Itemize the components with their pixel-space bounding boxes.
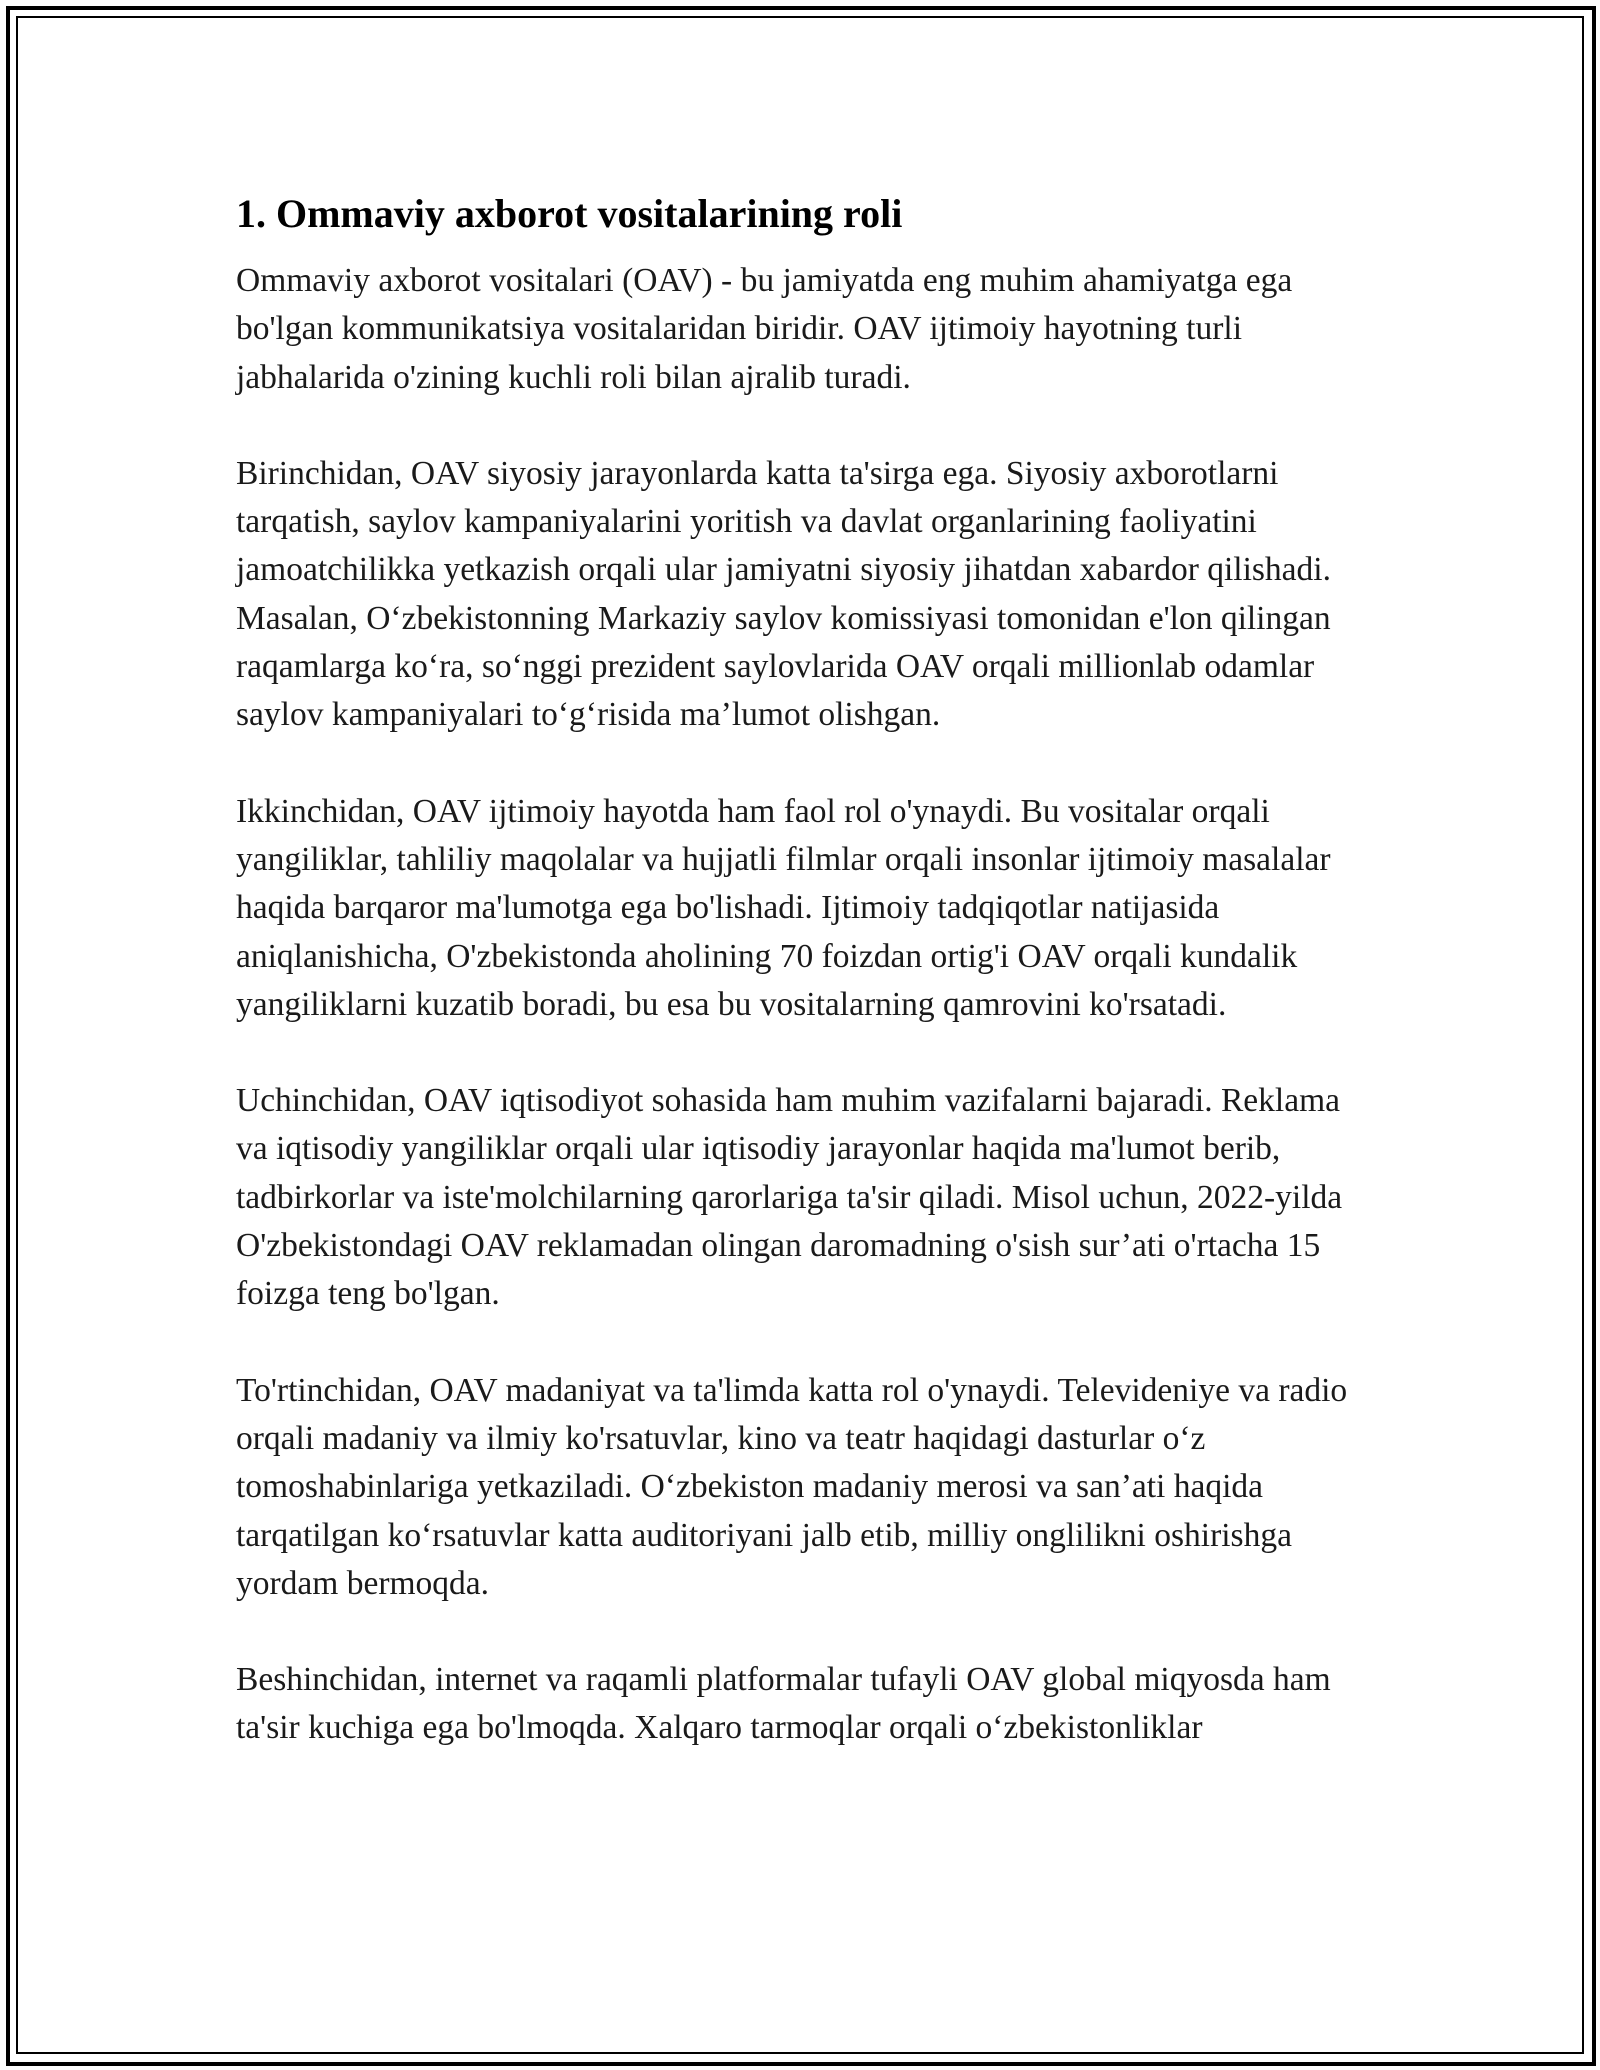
paragraph-social: Ikkinchidan, OAV ijtimoiy hayotda ham faol rol o'ynaydi. Bu vositalar orqali yangiliklar, tahliliy maqolalar va hujjatli filmlar orqali insonlar ijtimoiy masalalar haqida barqaror ma'lumotga ega bo'lishadi. Ijtimoiy tadqiqotlar natijasida aniqlanishicha, O'zbekistonda aholining 70 foizdan ortig'i OAV orqali kundalik yangiliklarni kuzatib boradi, bu esa bu vositalarning qamrovini ko'rsatadi. bbox=[236, 792, 1331, 1023]
paragraph-intro: Ommaviy axborot vositalari (OAV) - bu jamiyatda eng muhim ahamiyatga ega bo'lgan kommunikatsiya vositalaridan biridir. OAV ijtimoiy hayotning turli jabhalarida o'zining kuchli roli bilan ajralib turadi. bbox=[236, 262, 1293, 396]
paragraph-economic: Uchinchidan, OAV iqtisodiyot sohasida ham muhim vazifalarni bajaradi. Reklama va iqtisodiy yangiliklar orqali ular iqtisodiy jarayonlar haqida ma'lumot berib, tadbirkorlar va iste'molchilarning qarorlariga ta'sir qiladi. Misol uchun, 2022-yilda O'zbekistondagi OAV reklamadan olingan daromadning o'sish sur’ati o'rtacha 15 foizga teng bo'lgan. bbox=[236, 1082, 1343, 1313]
section-heading: 1. Ommaviy axborot vositalarining roli bbox=[236, 191, 903, 236]
paragraph-cultural: To'rtinchidan, OAV madaniyat va ta'limda katta rol o'ynaydi. Televideniye va radio orqali madaniy va ilmiy ko'rsatuvlar, kino va teatr haqidagi dasturlar o‘z tomoshabinlariga yetkaziladi. O‘zbekiston madaniy merosi va san’ati haqida tarqatilgan ko‘rsatuvlar katta auditoriyani jalb etib, milliy onglilikni oshirishga yordam bermoqda. bbox=[236, 1371, 1348, 1602]
document-body bbox=[236, 186, 1372, 1753]
paragraph-political: Birinchidan, OAV siyosiy jarayonlarda katta ta'sirga ega. Siyosiy axborotlarni tarqatish, saylov kampaniyalarini yoritish va davlat organlarining faoliyatini jamoatchilikka yetkazish orqali ular jamiyatni siyosiy jihatdan xabardor qilishadi. Masalan, O‘zbekistonning Markaziy saylov komissiyasi tomonidan e'lon qilingan raqamlarga ko‘ra, so‘nggi prezident saylovlarida OAV orqali millionlab odamlar saylov kampaniyalari to‘g‘risida ma’lumot olishgan. bbox=[236, 454, 1331, 734]
paragraph-global: Beshinchidan, internet va raqamli platformalar tufayli OAV global miqyosda ham ta'sir kuchiga ega bo'lmoqda. Xalqaro tarmoqlar orqali o‘zbekistonliklar bbox=[236, 1661, 1331, 1747]
